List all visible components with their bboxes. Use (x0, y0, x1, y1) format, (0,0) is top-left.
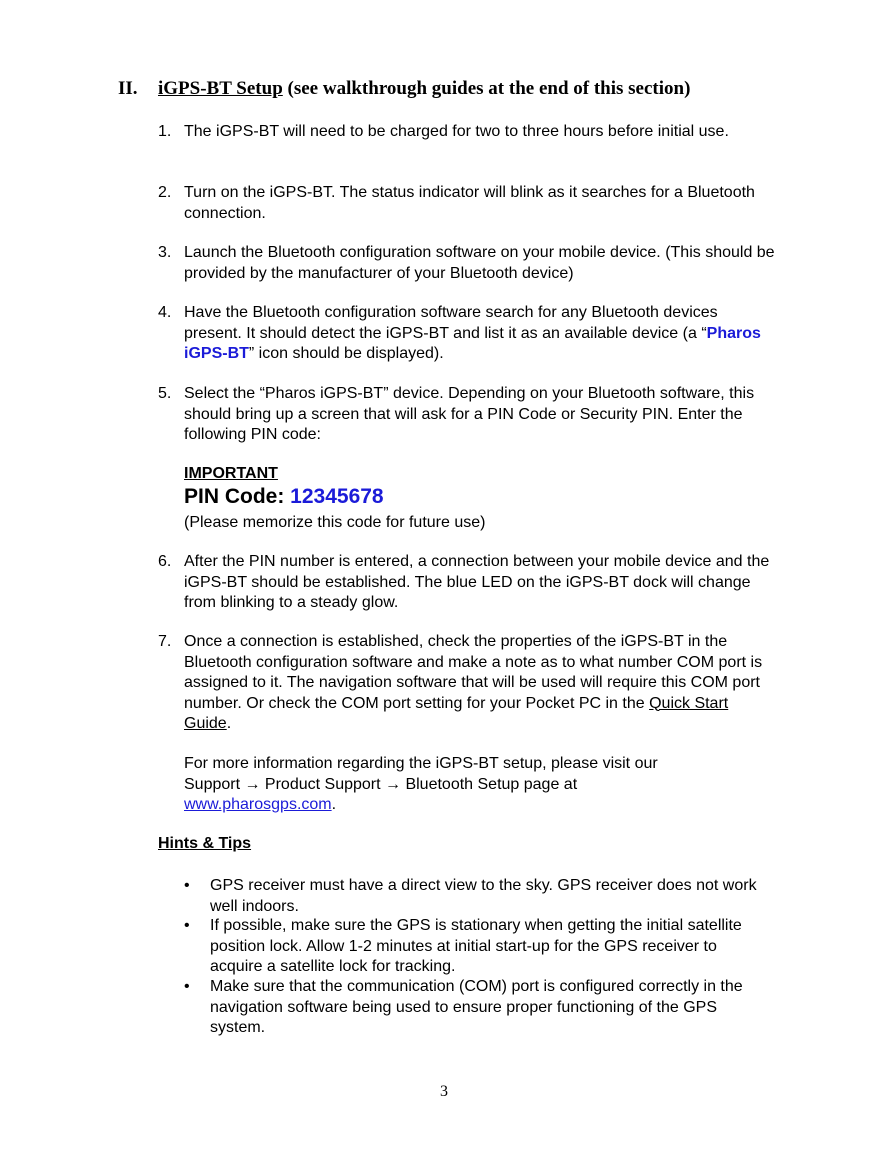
device-name-highlight: Pharos iGPS-BT (184, 324, 761, 362)
hint-text: GPS receiver must have a direct view to the sky. GPS receiver does not work well indoors. (210, 877, 757, 915)
step-number: 7. (158, 633, 172, 650)
step-2 (158, 183, 778, 224)
section-number: II. (118, 78, 138, 99)
step-number: 2. (158, 184, 172, 201)
hint-text: If possible, make sure the GPS is stationary when getting the initial satellite position lock. Allow 1-2 minutes at initial start-up for the GPS receiver to acquire a satellite lock for tracking. (210, 917, 742, 975)
pin-note: (Please memorize this code for future use) (184, 514, 486, 531)
pin-value: 12345678 (290, 485, 384, 508)
step-number: 3. (158, 244, 172, 261)
hint-item (184, 876, 764, 917)
more-info-line (184, 795, 764, 816)
step-6 (158, 552, 778, 614)
step-text: The iGPS-BT will need to be charged for two to three hours before initial use. (184, 123, 729, 140)
step-text (184, 303, 778, 365)
step-number: 4. (158, 304, 172, 321)
hint-item (184, 916, 764, 978)
pin-label: PIN Code: (184, 485, 291, 508)
section-heading (118, 78, 690, 100)
hints-title: Hints & Tips (158, 835, 252, 852)
website-link[interactable]: www.pharosgps.com (184, 796, 332, 813)
step-5 (158, 384, 778, 446)
hint-item (184, 977, 764, 1039)
step-text: Turn on the iGPS-BT. The status indicator will blink as it searches for a Bluetooth connection. (184, 184, 755, 222)
step-4 (158, 303, 778, 365)
step-7 (158, 632, 778, 735)
pin-code (184, 485, 384, 509)
step-number: 5. (158, 385, 172, 402)
hint-text: Make sure that the communication (COM) port is configured correctly in the navigation software being used to ensure proper functioning of the GPS system. (210, 978, 743, 1036)
more-info-line: For more information regarding the iGPS-BT setup, please visit our (184, 755, 658, 772)
step-number: 1. (158, 123, 172, 140)
step-text-part: Once a connection is established, check the properties of the iGPS-BT in the Bluetooth configuration software and make a note as to what number COM port is assigned to it. The navigation software that will be used will require this COM port number. Or check the COM port setting for your Pocket PC in the (184, 633, 763, 712)
page-number: 3 (440, 1083, 448, 1100)
step-text: After the PIN number is entered, a connection between your mobile device and the iGPS-BT should be established. The blue LED on the iGPS-BT dock will change from blinking to a steady glow. (184, 553, 770, 611)
step-text (184, 632, 778, 735)
section-title: iGPS-BT Setup (158, 78, 283, 99)
step-text-part: Have the Bluetooth configuration software search for any Bluetooth devices present. It should detect the iGPS-BT and list it as an available device (a “ (184, 304, 718, 342)
bullet-icon: • (184, 917, 190, 934)
section-title-note: (see walkthrough guides at the end of this section) (282, 78, 691, 99)
step-text-part: ” icon should be displayed). (248, 345, 444, 362)
bullet-icon: • (184, 978, 190, 995)
more-info-end: . (331, 796, 337, 813)
bullet-icon: • (184, 877, 190, 894)
step-text: Launch the Bluetooth configuration software on your mobile device. (This should be provided by the manufacturer of your Bluetooth device) (184, 244, 775, 282)
step-text-part: . (226, 715, 232, 732)
step-3 (158, 243, 778, 284)
step-text: Select the “Pharos iGPS-BT” device. Depending on your Bluetooth software, this should bring up a screen that will ask for a PIN Code or Security PIN. Enter the following PIN code: (184, 385, 755, 443)
step-number: 6. (158, 553, 172, 570)
more-info (184, 754, 764, 816)
step-1 (158, 122, 778, 143)
quick-start-guide-link[interactable]: Quick Start Guide (184, 694, 729, 732)
important-label: IMPORTANT (184, 465, 278, 482)
more-info-line: Support → Product Support → Bluetooth Setup page at (184, 775, 578, 793)
